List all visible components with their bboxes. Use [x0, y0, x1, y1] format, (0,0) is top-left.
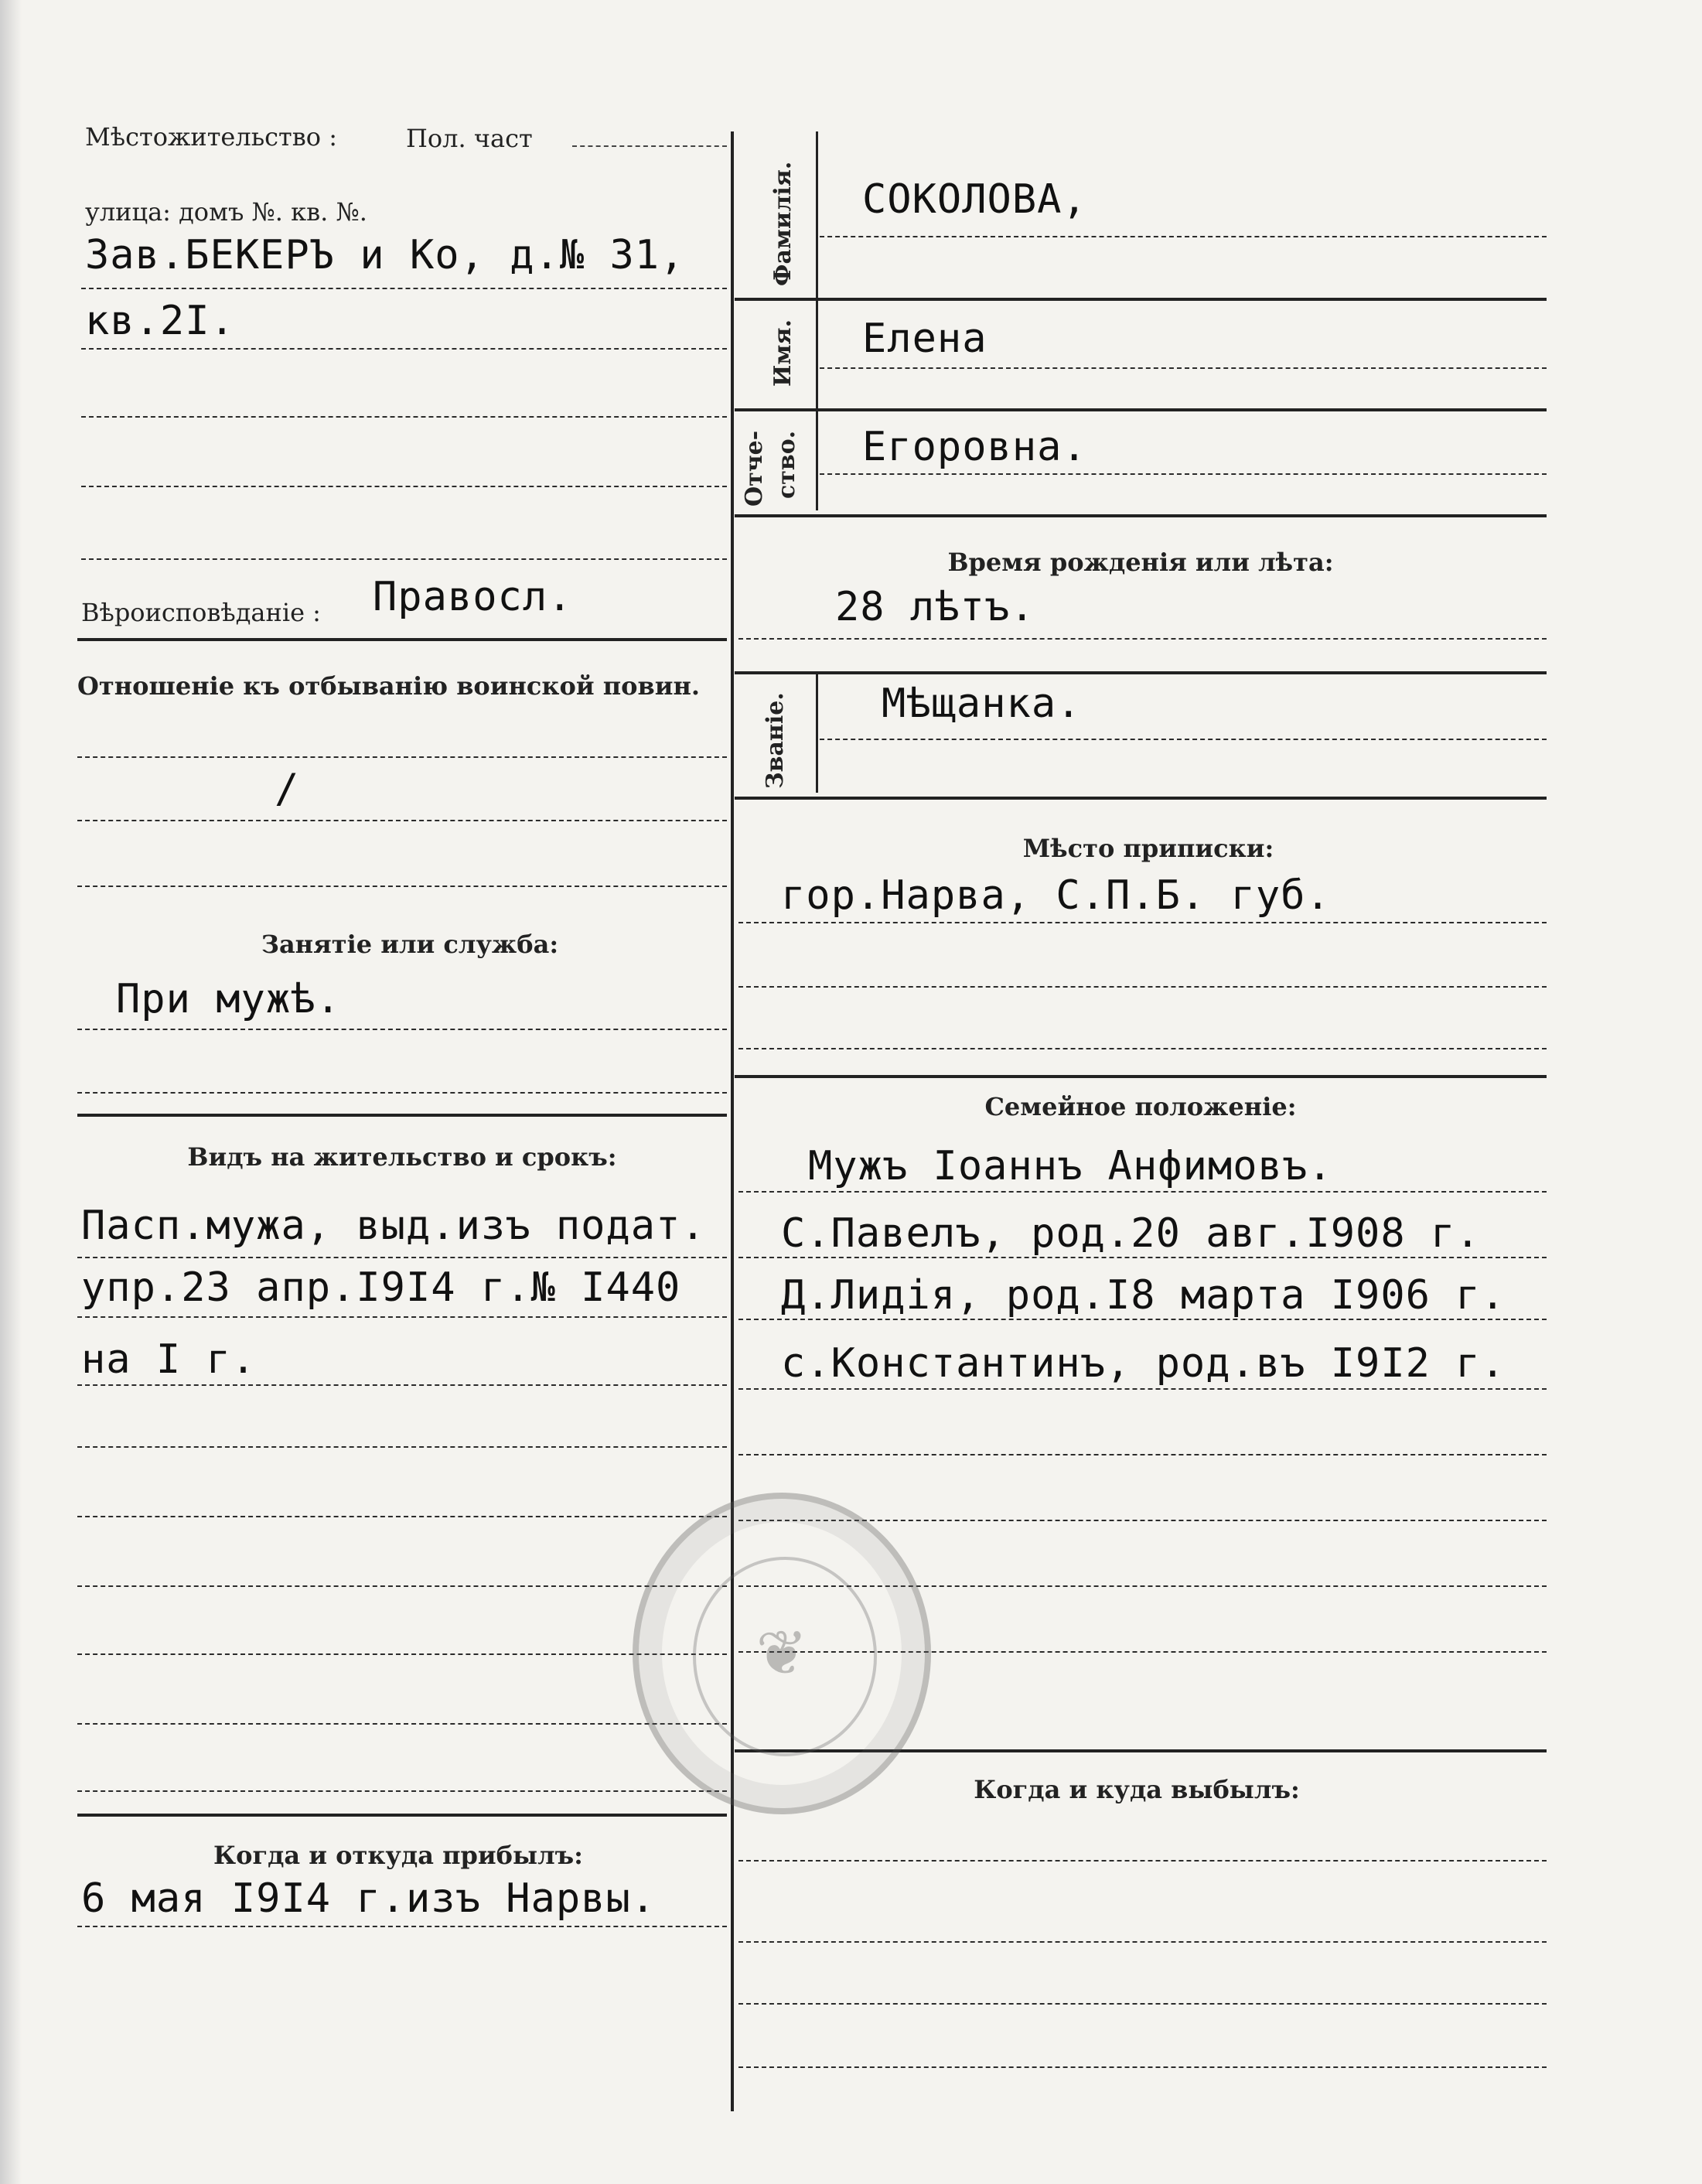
birth-value: 28 лѣтъ.: [835, 584, 1035, 630]
birth-label: Время рожденія или лѣта:: [947, 548, 1334, 577]
surname-underline: [820, 236, 1547, 237]
registration-underline-3: [738, 1048, 1547, 1049]
registration-value: гор.Нарва, С.П.Б. губ.: [781, 872, 1331, 919]
official-seal-stamp: [633, 1493, 931, 1814]
registration-bottom-rule: [735, 1075, 1547, 1078]
family-underline-2: [738, 1257, 1547, 1258]
address-underline-4: [81, 486, 727, 487]
rank-value: Мѣщанка.: [882, 681, 1082, 727]
occupation-label: Занятіе или служба:: [261, 930, 559, 959]
residence-permit-label: Видъ на жительство и срокъ:: [187, 1142, 617, 1172]
name-label: Имя.: [769, 319, 796, 387]
rank-underline: [820, 739, 1547, 740]
name-bottom-rule: [735, 408, 1547, 411]
center-divider: [731, 131, 734, 2111]
rank-strip-divider: [816, 673, 818, 793]
police-part-line: [572, 145, 727, 147]
permit-underline-3: [77, 1384, 727, 1386]
registration-underline-2: [738, 986, 1547, 988]
military-value: /: [275, 766, 300, 812]
police-part-label: Пол. част: [406, 124, 533, 153]
patronymic-label-1: Отче-: [741, 430, 768, 507]
name-underline: [820, 367, 1547, 369]
address-line-1: Зав.БЕКЕРЪ и Ко, д.№ 31,: [85, 232, 685, 278]
departure-underline-3: [738, 2003, 1547, 2005]
family-line-1: Мужъ Іоаннъ Анфимовъ.: [808, 1143, 1333, 1189]
family-underline-3: [738, 1319, 1547, 1320]
rank-bottom-rule: [735, 797, 1547, 800]
permit-underline-8: [77, 1723, 727, 1725]
arrival-label: Когда и откуда прибылъ:: [213, 1841, 583, 1870]
family-line-4: с.Константинъ, род.въ I9I2 г.: [781, 1340, 1506, 1387]
permit-underline-4: [77, 1446, 727, 1448]
occupation-underline-2: [77, 1092, 727, 1094]
arrival-value: 6 мая I9I4 г.изъ Нарвы.: [81, 1875, 657, 1922]
religion-value: Правосл.: [373, 574, 573, 620]
departure-underline-4: [738, 2066, 1547, 2068]
family-underline-1: [738, 1191, 1547, 1193]
street-label: улица: домъ №. кв. №.: [85, 197, 367, 227]
rank-label: Званіе.: [762, 692, 789, 789]
military-underline-3: [77, 886, 727, 887]
departure-label: Когда и куда выбылъ:: [974, 1775, 1300, 1804]
address-underline-1: [81, 288, 727, 289]
name-value: Елена: [862, 316, 987, 362]
surname-bottom-rule: [735, 298, 1547, 301]
patronymic-label-2: ство.: [773, 430, 800, 499]
address-underline-2: [81, 348, 727, 350]
double-headed-eagle-icon: ❦: [755, 1617, 808, 1689]
departure-underline-1: [738, 1860, 1547, 1862]
permit-line-2: упр.23 апр.I9I4 г.№ I440: [81, 1264, 681, 1311]
permit-underline-1: [77, 1257, 727, 1258]
page-binding-edge: [0, 0, 22, 2184]
patronymic-bottom-rule: [735, 514, 1547, 517]
permit-line-1: Пасп.мужа, выд.изъ подат.: [81, 1203, 706, 1249]
religion-label: Вѣроисповѣданіе :: [81, 598, 321, 627]
birth-bottom-rule: [735, 671, 1547, 674]
address-line-2: кв.2I.: [85, 298, 235, 344]
military-underline-1: [77, 756, 727, 758]
family-label: Семейное положеніе:: [984, 1092, 1297, 1121]
surname-value: СОКОЛОВА,: [862, 176, 1087, 223]
permit-underline-6: [77, 1585, 727, 1587]
address-underline-3: [81, 416, 727, 418]
military-label: Отношеніе къ отбыванію воинской повин.: [77, 671, 701, 701]
permit-underline-5: [77, 1516, 727, 1517]
family-line-2: С.Павелъ, род.20 авг.I908 г.: [781, 1210, 1481, 1257]
family-underline-4: [738, 1388, 1547, 1390]
military-underline-2: [77, 820, 727, 821]
address-underline-5: [81, 558, 727, 560]
patronymic-underline: [820, 473, 1547, 475]
registration-underline-1: [738, 922, 1547, 923]
departure-underline-2: [738, 1941, 1547, 1943]
religion-underline: [77, 638, 727, 641]
label-strip-divider: [816, 131, 818, 510]
surname-label: Фамилія.: [769, 161, 796, 286]
birth-underline: [738, 638, 1547, 640]
registration-label: Мѣсто приписки:: [1022, 834, 1274, 863]
permit-bottom-rule: [77, 1814, 727, 1817]
permit-line-3: на I г.: [81, 1336, 257, 1383]
family-underline-5: [738, 1454, 1547, 1455]
family-line-3: Д.Лидія, род.I8 марта I906 г.: [781, 1272, 1506, 1319]
residence-label: Мѣстожительство :: [85, 122, 337, 152]
occupation-underline-1: [77, 1029, 727, 1030]
permit-underline-9: [77, 1790, 727, 1792]
permit-underline-7: [77, 1653, 727, 1655]
arrival-underline: [77, 1926, 727, 1927]
patronymic-value: Егоровна.: [862, 424, 1087, 470]
occupation-bottom-rule: [77, 1114, 727, 1117]
permit-underline-2: [77, 1316, 727, 1318]
occupation-value: При мужѣ.: [116, 976, 341, 1022]
